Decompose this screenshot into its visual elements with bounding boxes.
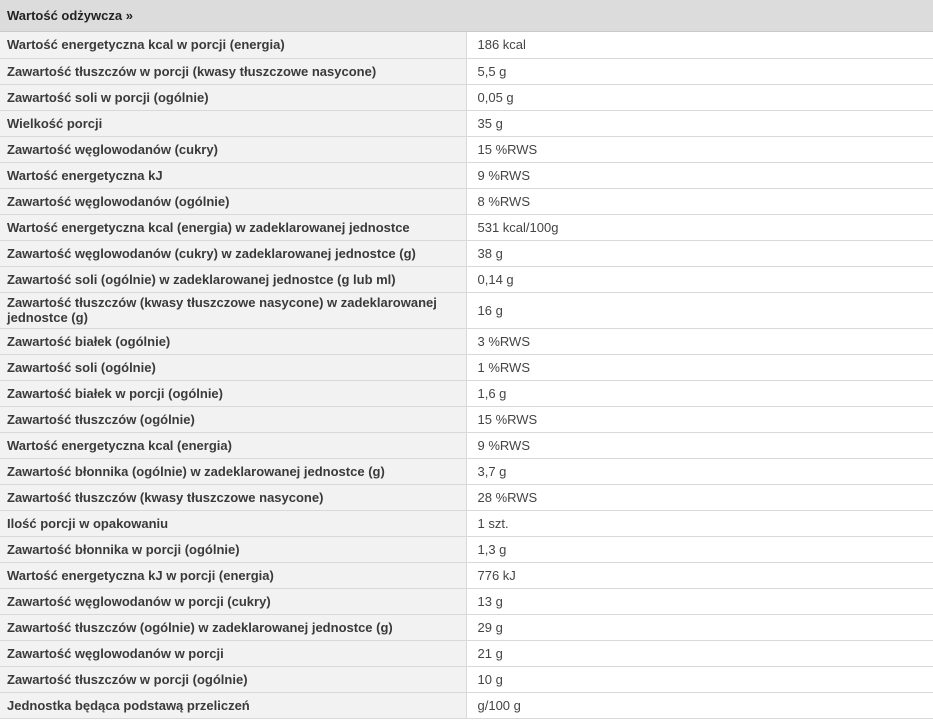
table-row: [0, 84, 933, 110]
row-label: Jednostka będąca podstawą przeliczeń: [0, 692, 466, 718]
table-row: [0, 562, 933, 588]
row-label: Zawartość soli w porcji (ogólnie): [0, 84, 466, 110]
row-label: Zawartość błonnika (ogólnie) w zadeklarowanej jednostce (g): [0, 458, 466, 484]
row-label: Zawartość węglowodanów w porcji: [0, 640, 466, 666]
row-value: 16 g: [466, 292, 933, 328]
table-row: [0, 354, 933, 380]
row-value: 1,6 g: [466, 380, 933, 406]
table-row: [0, 188, 933, 214]
row-label: Wielkość porcji: [0, 110, 466, 136]
row-label: Zawartość tłuszczów (kwasy tłuszczowe nasycone) w zadeklarowanej jednostce (g): [0, 292, 466, 328]
table-row: [0, 432, 933, 458]
table-row: [0, 458, 933, 484]
table-row: [0, 588, 933, 614]
table-row: [0, 136, 933, 162]
row-label: Zawartość białek (ogólnie): [0, 328, 466, 354]
table-row: [0, 292, 933, 328]
row-value: 1 szt.: [466, 510, 933, 536]
row-value: 3,7 g: [466, 458, 933, 484]
table-row: [0, 32, 933, 58]
row-label: Zawartość węglowodanów (ogólnie): [0, 188, 466, 214]
row-label: Wartość energetyczna kcal w porcji (energia): [0, 32, 466, 58]
row-value: 1,3 g: [466, 536, 933, 562]
row-value: 186 kcal: [466, 32, 933, 58]
table-row: [0, 510, 933, 536]
row-label: Zawartość węglowodanów (cukry): [0, 136, 466, 162]
table-row: [0, 162, 933, 188]
row-value: 0,05 g: [466, 84, 933, 110]
row-value: 29 g: [466, 614, 933, 640]
table-row: [0, 328, 933, 354]
row-value: 38 g: [466, 240, 933, 266]
row-label: Zawartość soli (ogólnie) w zadeklarowanej jednostce (g lub ml): [0, 266, 466, 292]
row-value: 35 g: [466, 110, 933, 136]
row-value: 3 %RWS: [466, 328, 933, 354]
row-label: Zawartość błonnika w porcji (ogólnie): [0, 536, 466, 562]
row-value: 9 %RWS: [466, 162, 933, 188]
row-label: Wartość energetyczna kcal (energia) w zadeklarowanej jednostce: [0, 214, 466, 240]
table-row: [0, 536, 933, 562]
table-row: [0, 58, 933, 84]
row-label: Zawartość węglowodanów w porcji (cukry): [0, 588, 466, 614]
row-value: 15 %RWS: [466, 136, 933, 162]
table-row: [0, 266, 933, 292]
row-value: 13 g: [466, 588, 933, 614]
table-row: [0, 614, 933, 640]
row-value: 15 %RWS: [466, 406, 933, 432]
row-value: 776 kJ: [466, 562, 933, 588]
section-title: Wartość odżywcza »: [7, 8, 133, 23]
row-label: Zawartość tłuszczów w porcji (kwasy tłuszczowe nasycone): [0, 58, 466, 84]
table-row: [0, 406, 933, 432]
row-label: Zawartość soli (ogólnie): [0, 354, 466, 380]
table-row: [0, 214, 933, 240]
row-value: 1 %RWS: [466, 354, 933, 380]
table-row: [0, 484, 933, 510]
table-row: [0, 380, 933, 406]
row-label: Wartość energetyczna kcal (energia): [0, 432, 466, 458]
row-value: 5,5 g: [466, 58, 933, 84]
row-value: 531 kcal/100g: [466, 214, 933, 240]
row-value: g/100 g: [466, 692, 933, 718]
table-row: [0, 240, 933, 266]
row-value: 10 g: [466, 666, 933, 692]
table-row: [0, 692, 933, 718]
row-value: 28 %RWS: [466, 484, 933, 510]
row-label: Zawartość tłuszczów (kwasy tłuszczowe nasycone): [0, 484, 466, 510]
row-value: 9 %RWS: [466, 432, 933, 458]
row-label: Zawartość węglowodanów (cukry) w zadeklarowanej jednostce (g): [0, 240, 466, 266]
row-label: Zawartość białek w porcji (ogólnie): [0, 380, 466, 406]
row-label: Zawartość tłuszczów w porcji (ogólnie): [0, 666, 466, 692]
table-row: [0, 640, 933, 666]
row-value: 0,14 g: [466, 266, 933, 292]
row-label: Ilość porcji w opakowaniu: [0, 510, 466, 536]
table-row: [0, 110, 933, 136]
nutrition-table: [0, 32, 933, 719]
nutrition-table-body: [0, 32, 933, 718]
row-label: Wartość energetyczna kJ: [0, 162, 466, 188]
row-label: Zawartość tłuszczów (ogólnie) w zadeklarowanej jednostce (g): [0, 614, 466, 640]
row-value: 21 g: [466, 640, 933, 666]
row-label: Wartość energetyczna kJ w porcji (energia): [0, 562, 466, 588]
table-row: [0, 666, 933, 692]
row-value: 8 %RWS: [466, 188, 933, 214]
section-header[interactable]: [0, 0, 933, 32]
row-label: Zawartość tłuszczów (ogólnie): [0, 406, 466, 432]
